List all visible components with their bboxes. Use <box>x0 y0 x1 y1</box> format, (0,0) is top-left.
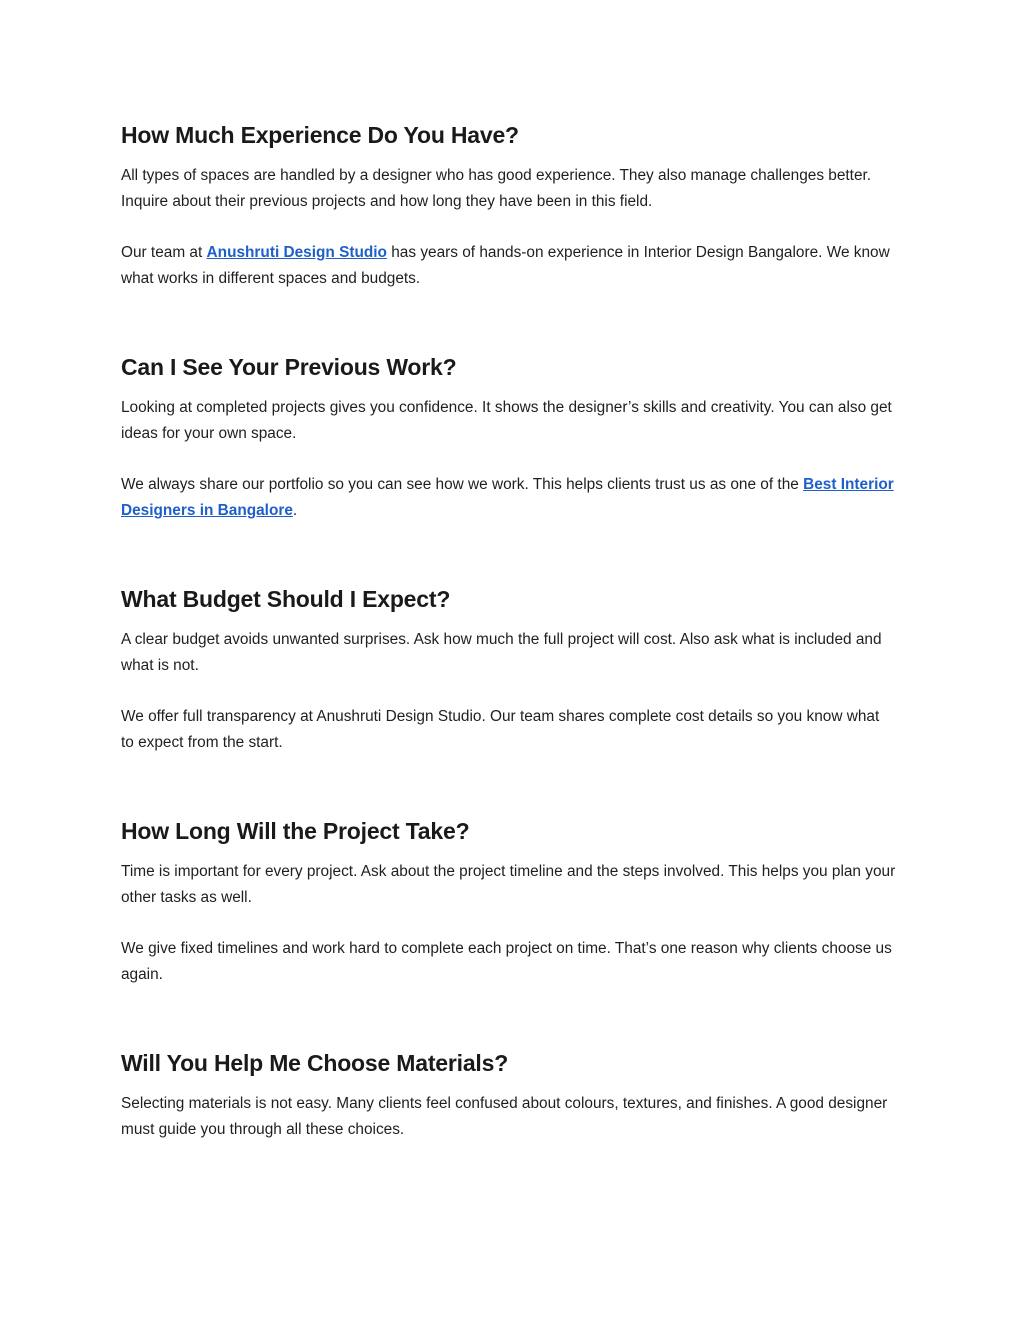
section-paragraph: All types of spaces are handled by a designer who has good experience. They also manage challenges better. Inquire about their previous projects and how long they have been in this field. <box>121 167 872 210</box>
paragraph-text: has years of hands-on experience in Interior Design Bangalore. We know what works in different spaces and budgets. <box>121 244 890 287</box>
paragraph-text: We always share our portfolio so you can see how we work. This helps clients trust us as one of the <box>121 476 804 493</box>
document-page <box>121 118 896 1143</box>
section-paragraph <box>121 240 896 292</box>
section-budget <box>121 582 896 756</box>
section-paragraph: We offer full transparency at Anushruti Design Studio. Our team shares complete cost details so you know what to expect from the start. <box>121 708 880 751</box>
section-paragraph <box>121 472 896 524</box>
paragraph-text: Our team at <box>121 244 207 261</box>
section-previous-work <box>121 350 896 524</box>
section-paragraph: Time is important for every project. Ask about the project timeline and the steps involved. This helps you plan your other tasks as well. <box>121 863 896 906</box>
section-heading: What Budget Should I Expect? <box>121 586 451 612</box>
section-heading: How Long Will the Project Take? <box>121 818 470 844</box>
best-interior-designers-link[interactable]: Best Interior Designers in Bangalore <box>121 476 894 519</box>
section-heading: Can I See Your Previous Work? <box>121 354 457 380</box>
section-materials <box>121 1046 896 1143</box>
anushruti-design-studio-link[interactable]: Anushruti Design Studio <box>206 244 387 261</box>
section-paragraph: Looking at completed projects gives you confidence. It shows the designer’s skills and creativity. You can also get ideas for your own space. <box>121 399 892 442</box>
section-experience <box>121 118 896 292</box>
section-heading: How Much Experience Do You Have? <box>121 122 519 148</box>
section-paragraph: Selecting materials is not easy. Many clients feel confused about colours, textures, and finishes. A good designer must guide you through all these choices. <box>121 1095 888 1138</box>
section-timeline <box>121 814 896 988</box>
section-heading: Will You Help Me Choose Materials? <box>121 1050 509 1076</box>
section-paragraph: A clear budget avoids unwanted surprises. Ask how much the full project will cost. Also ask what is included and what is not. <box>121 631 882 674</box>
section-paragraph: We give fixed timelines and work hard to complete each project on time. That’s one reason why clients choose us again. <box>121 940 892 983</box>
paragraph-text: . <box>292 502 298 519</box>
